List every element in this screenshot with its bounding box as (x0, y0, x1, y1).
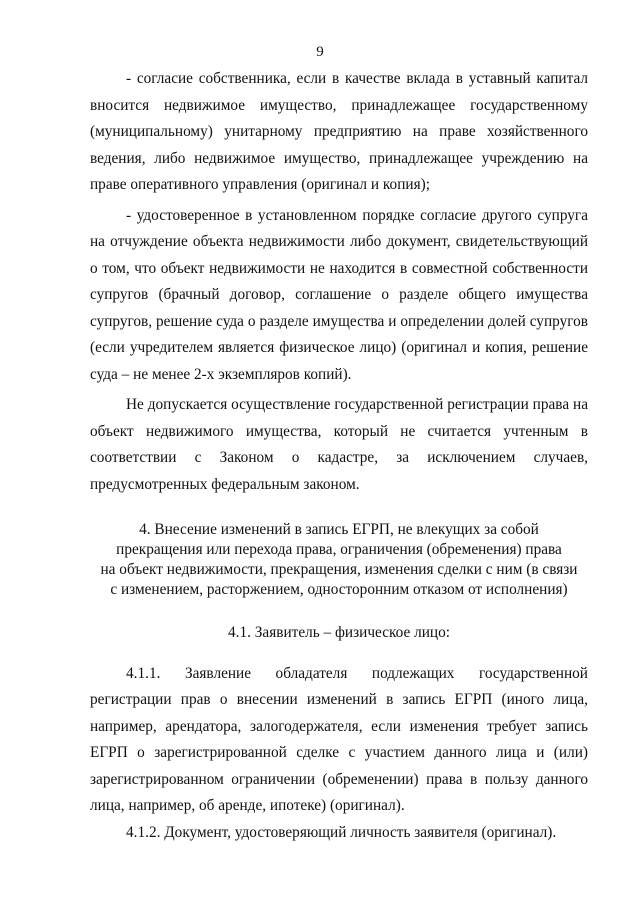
section-heading-line: на объект недвижимости, прекращения, изменения сделки с ним (в связи (100, 561, 578, 578)
section-heading-line: прекращения или перехода права, ограничения (обременения) права (116, 541, 562, 558)
section-heading-line: 4. Внесение изменений в запись ЕГРП, не влекущих за собой (139, 521, 539, 538)
paragraph-4-1-1: 4.1.1. Заявление обладателя подлежащих государственной регистрации прав о внесении изменений в запись ЕГРП (иного лица, например, арендатора, залогодержателя, если изменения требует запись ЕГРП о зарегистрированной сделке с участием данного лица и (или) зарегистрированном ограничении (обременении) права в пользу данного лица, например, об аренде, ипотеке) (оригинал). (90, 664, 588, 814)
paragraph-registration-restriction: Не допускается осуществление государственной регистрации права на объект недвижимого имущества, который не считается учтенным в соответствии с Законом о кадастре, за исключением случаев, предусмотренных федеральным законом. (90, 396, 588, 493)
page-number: 9 (316, 44, 324, 60)
subsection-heading: 4.1. Заявитель – физическое лицо: (227, 624, 451, 641)
paragraph-owner-consent: - согласие собственника, если в качестве вклада в уставный капитал вносится недвижимое имущество, принадлежащее государственному (муниципальному) унитарному предприятию на праве хозяйственного ведения, либо недвижимое имущество, принадлежащее учреждению на праве оперативного управления (оригинал и копия); (90, 70, 588, 193)
paragraph-spouse-consent: - удостоверенное в установленном порядке согласие другого супруга на отчуждение объекта недвижимости либо документ, свидетельствующий о том, что объект недвижимости не находится в совместной собственности супругов (брачный договор, соглашение о разделе общего имущества супругов, решение суда о разделе имущества и определении долей супругов (если учредителем является физическое лицо) (оригинал и копия, решение суда – не менее 2-х экземпляров копий). (90, 206, 588, 383)
paragraph-4-1-2: 4.1.2. Документ, удостоверяющий личность заявителя (оригинал). (126, 823, 557, 841)
document-body (90, 66, 588, 846)
section-heading-line: с изменением, расторжением, односторонним отказом от исполнения) (110, 581, 568, 598)
section-heading (90, 520, 588, 600)
